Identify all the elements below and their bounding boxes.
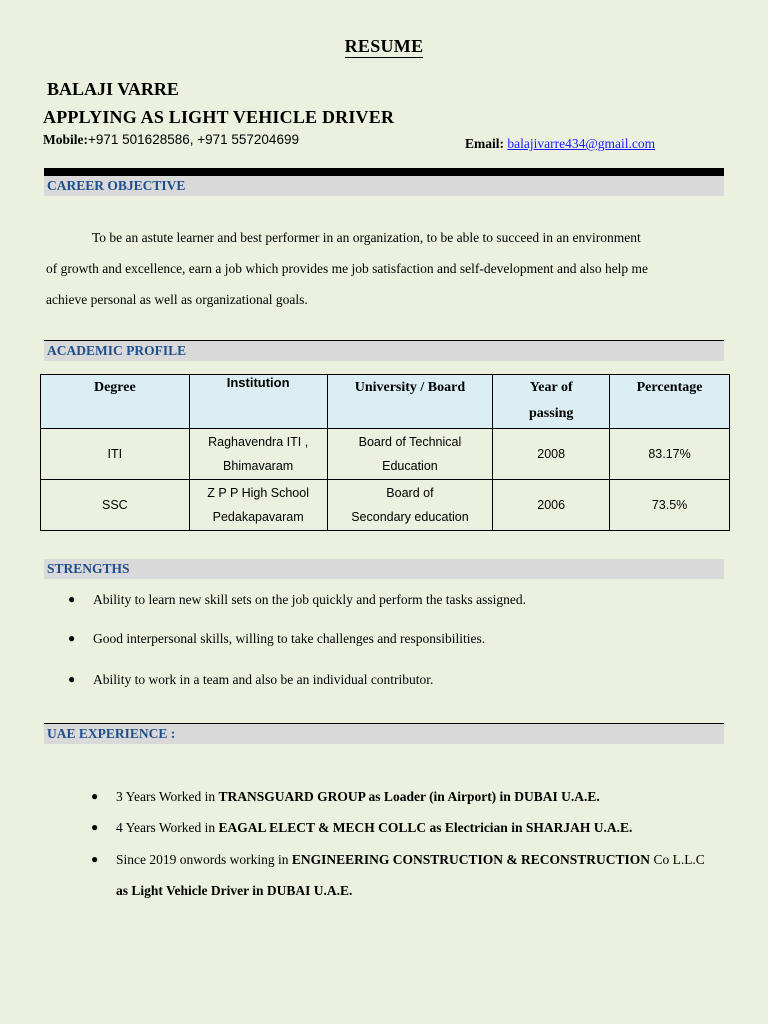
applying-position: APPLYING AS LIGHT VEHICLE DRIVER bbox=[43, 107, 395, 127]
col-percentage: Percentage bbox=[610, 375, 730, 429]
career-line-2: of growth and excellence, earn a job which provides me job satisfaction and self-development and also help me bbox=[46, 261, 649, 276]
career-objective-text bbox=[46, 222, 726, 315]
cell-degree: SSC bbox=[41, 480, 190, 531]
bullet-icon: ● bbox=[68, 672, 76, 686]
col-degree: Degree bbox=[41, 375, 190, 429]
list-item-continuation: as Light Vehicle Driver in DUBAI U.A.E. bbox=[116, 883, 353, 898]
cell-degree: ITI bbox=[41, 429, 190, 480]
section-strengths: STRENGTHS bbox=[44, 559, 724, 579]
mobile-value: +971 501628586, +971 557204699 bbox=[88, 132, 299, 147]
col-year-of-passing: Year of passing bbox=[493, 375, 610, 429]
table-row bbox=[41, 429, 730, 480]
cell-percentage: 83.17% bbox=[610, 429, 730, 480]
cell-institution: Z P P High School Pedakapavaram bbox=[189, 480, 327, 531]
bullet-icon: ● bbox=[68, 631, 76, 645]
career-line-3: achieve personal as well as organizational goals. bbox=[46, 292, 308, 307]
section-uae-experience: UAE EXPERIENCE : bbox=[44, 724, 724, 744]
cell-percentage: 73.5% bbox=[610, 480, 730, 531]
cell-board: Board of Secondary education bbox=[327, 480, 493, 531]
bullet-icon: ● bbox=[91, 852, 99, 866]
col-university-board: University / Board bbox=[327, 375, 493, 429]
bullet-icon: ● bbox=[91, 820, 99, 834]
list-item: ● 4 Years Worked in EAGAL ELECT & MECH COLLC as Electrician in SHARJAH U.A.E. bbox=[91, 820, 633, 835]
experience-list bbox=[91, 789, 705, 899]
col-institution: Institution bbox=[189, 375, 327, 429]
email-contact bbox=[465, 136, 655, 152]
list-item: ● Ability to work in a team and also be an individual contributor. bbox=[68, 672, 434, 687]
list-item: ● 3 Years Worked in TRANSGUARD GROUP as Loader (in Airport) in DUBAI U.A.E. bbox=[91, 789, 600, 804]
mobile-label: Mobile: bbox=[43, 132, 88, 147]
mobile-contact bbox=[43, 132, 299, 148]
email-label: Email: bbox=[465, 136, 504, 151]
academic-table bbox=[40, 374, 730, 531]
table-row bbox=[41, 480, 730, 531]
career-line-1: To be an astute learner and best performer in an organization, to be able to succeed in an environment bbox=[92, 230, 641, 245]
candidate-name: BALAJI VARRE bbox=[47, 79, 179, 99]
strengths-list bbox=[68, 592, 526, 688]
table-header-row bbox=[41, 375, 730, 429]
cell-institution: Raghavendra ITI , Bhimavaram bbox=[189, 429, 327, 480]
section-academic-profile: ACADEMIC PROFILE bbox=[44, 341, 724, 361]
cell-board: Board of Technical Education bbox=[327, 429, 493, 480]
bullet-icon: ● bbox=[68, 592, 76, 606]
section-career-objective: CAREER OBJECTIVE bbox=[44, 176, 724, 196]
header-divider bbox=[44, 168, 724, 176]
list-item: ● Good interpersonal skills, willing to take challenges and responsibilities. bbox=[68, 631, 486, 646]
cell-year: 2008 bbox=[493, 429, 610, 480]
bullet-icon: ● bbox=[91, 789, 99, 803]
email-link[interactable]: balajivarre434@gmail.com bbox=[507, 136, 656, 151]
cell-year: 2006 bbox=[493, 480, 610, 531]
list-item: ● Ability to learn new skill sets on the job quickly and perform the tasks assigned. bbox=[68, 592, 527, 607]
list-item: ● Since 2019 onwords working in ENGINEERING CONSTRUCTION & RECONSTRUCTION Co L.L.C bbox=[91, 852, 705, 867]
resume-title: RESUME bbox=[344, 36, 424, 56]
